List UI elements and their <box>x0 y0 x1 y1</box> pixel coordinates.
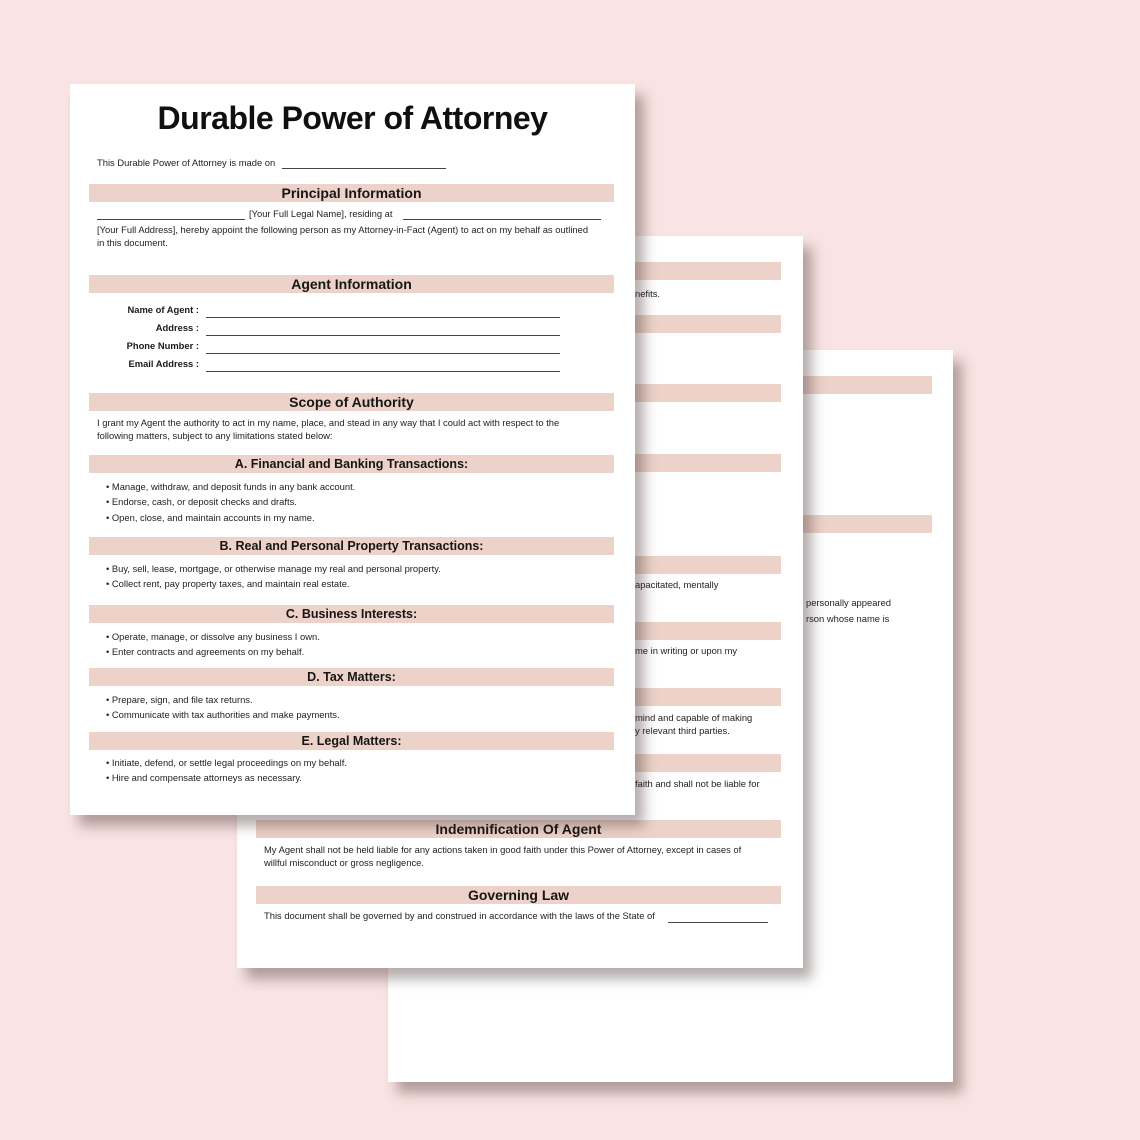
legal-name-blank-line[interactable] <box>97 219 245 220</box>
list-item: • Enter contracts and agreements on my behalf. <box>106 646 305 657</box>
list-item: • Open, close, and maintain accounts in my name. <box>106 512 315 523</box>
indemnification-text: My Agent shall not be held liable for any actions taken in good faith under this Power of Attorney, except in cases of <box>264 844 742 855</box>
principal-text: in this document. <box>97 237 168 248</box>
list-item: • Endorse, cash, or deposit checks and drafts. <box>106 496 297 507</box>
tax-title: D. Tax Matters: <box>307 670 396 684</box>
scope-text: following matters, subject to any limitations stated below: <box>97 430 333 441</box>
text-fragment: nefits. <box>635 288 661 299</box>
business-title: C. Business Interests: <box>285 607 418 621</box>
notary-text-1b: personally appeared <box>806 597 891 608</box>
agent-name-line[interactable] <box>206 317 560 318</box>
principal-title: Principal Information <box>281 185 422 201</box>
intro-text: This Durable Power of Attorney is made on <box>97 157 276 168</box>
text-fragment: mind and capable of making <box>635 712 753 723</box>
indemnification-text: willful misconduct or gross negligence. <box>264 857 424 868</box>
state-blank-line[interactable] <box>668 922 768 923</box>
governing-law-text: This document shall be governed by and construed in accordance with the laws of the State of <box>264 910 655 921</box>
text-fragment: apacitated, mentally <box>635 579 719 590</box>
text-fragment: faith and shall not be liable for <box>635 778 760 789</box>
list-item: • Collect rent, pay property taxes, and maintain real estate. <box>106 578 350 589</box>
list-item: • Prepare, sign, and file tax returns. <box>106 694 253 705</box>
principal-name-text: [Your Full Legal Name], residing at <box>249 208 393 219</box>
list-item: • Manage, withdraw, and deposit funds in any bank account. <box>106 481 356 492</box>
agent-phone-line[interactable] <box>206 353 560 354</box>
text-fragment: me in writing or upon my <box>635 645 738 656</box>
governing-law-title: Governing Law <box>467 887 570 903</box>
document-title: Durable Power of Attorney <box>157 100 548 136</box>
principal-text: [Your Full Address], hereby appoint the following person as my Attorney-in-Fact (Agent) to act on my behalf as outlined <box>97 224 589 235</box>
agent-address-line[interactable] <box>206 335 560 336</box>
agent-title: Agent Information <box>291 276 412 292</box>
address-blank-line[interactable] <box>403 219 601 220</box>
list-item: • Operate, manage, or dissolve any business I own. <box>106 631 320 642</box>
indemnification-title: Indemnification Of Agent <box>435 821 602 837</box>
notary-text-2: rson whose name is <box>806 613 890 624</box>
date-blank-line[interactable] <box>282 168 446 169</box>
financial-title: A. Financial and Banking Transactions: <box>234 457 469 471</box>
agent-email-line[interactable] <box>206 371 560 372</box>
list-item: • Communicate with tax authorities and make payments. <box>106 709 340 720</box>
agent-name-label: Name of Agent : <box>127 304 199 315</box>
list-item: • Buy, sell, lease, mortgage, or otherwise manage my real and personal property. <box>106 563 441 574</box>
list-item: • Initiate, defend, or settle legal proceedings on my behalf. <box>106 757 347 768</box>
legal-title: E. Legal Matters: <box>301 734 402 748</box>
agent-address-label: Address : <box>155 322 199 333</box>
agent-email-label: Email Address : <box>128 358 199 369</box>
scope-title: Scope of Authority <box>289 394 414 410</box>
agent-phone-label: Phone Number : <box>126 340 199 351</box>
property-title: B. Real and Personal Property Transactions: <box>219 539 484 553</box>
list-item: • Hire and compensate attorneys as necessary. <box>106 772 302 783</box>
text-fragment: y relevant third parties. <box>635 725 730 736</box>
scope-text: I grant my Agent the authority to act in my name, place, and stead in any way that I could act with respect to the <box>97 417 560 428</box>
document-page-1 <box>70 84 635 815</box>
